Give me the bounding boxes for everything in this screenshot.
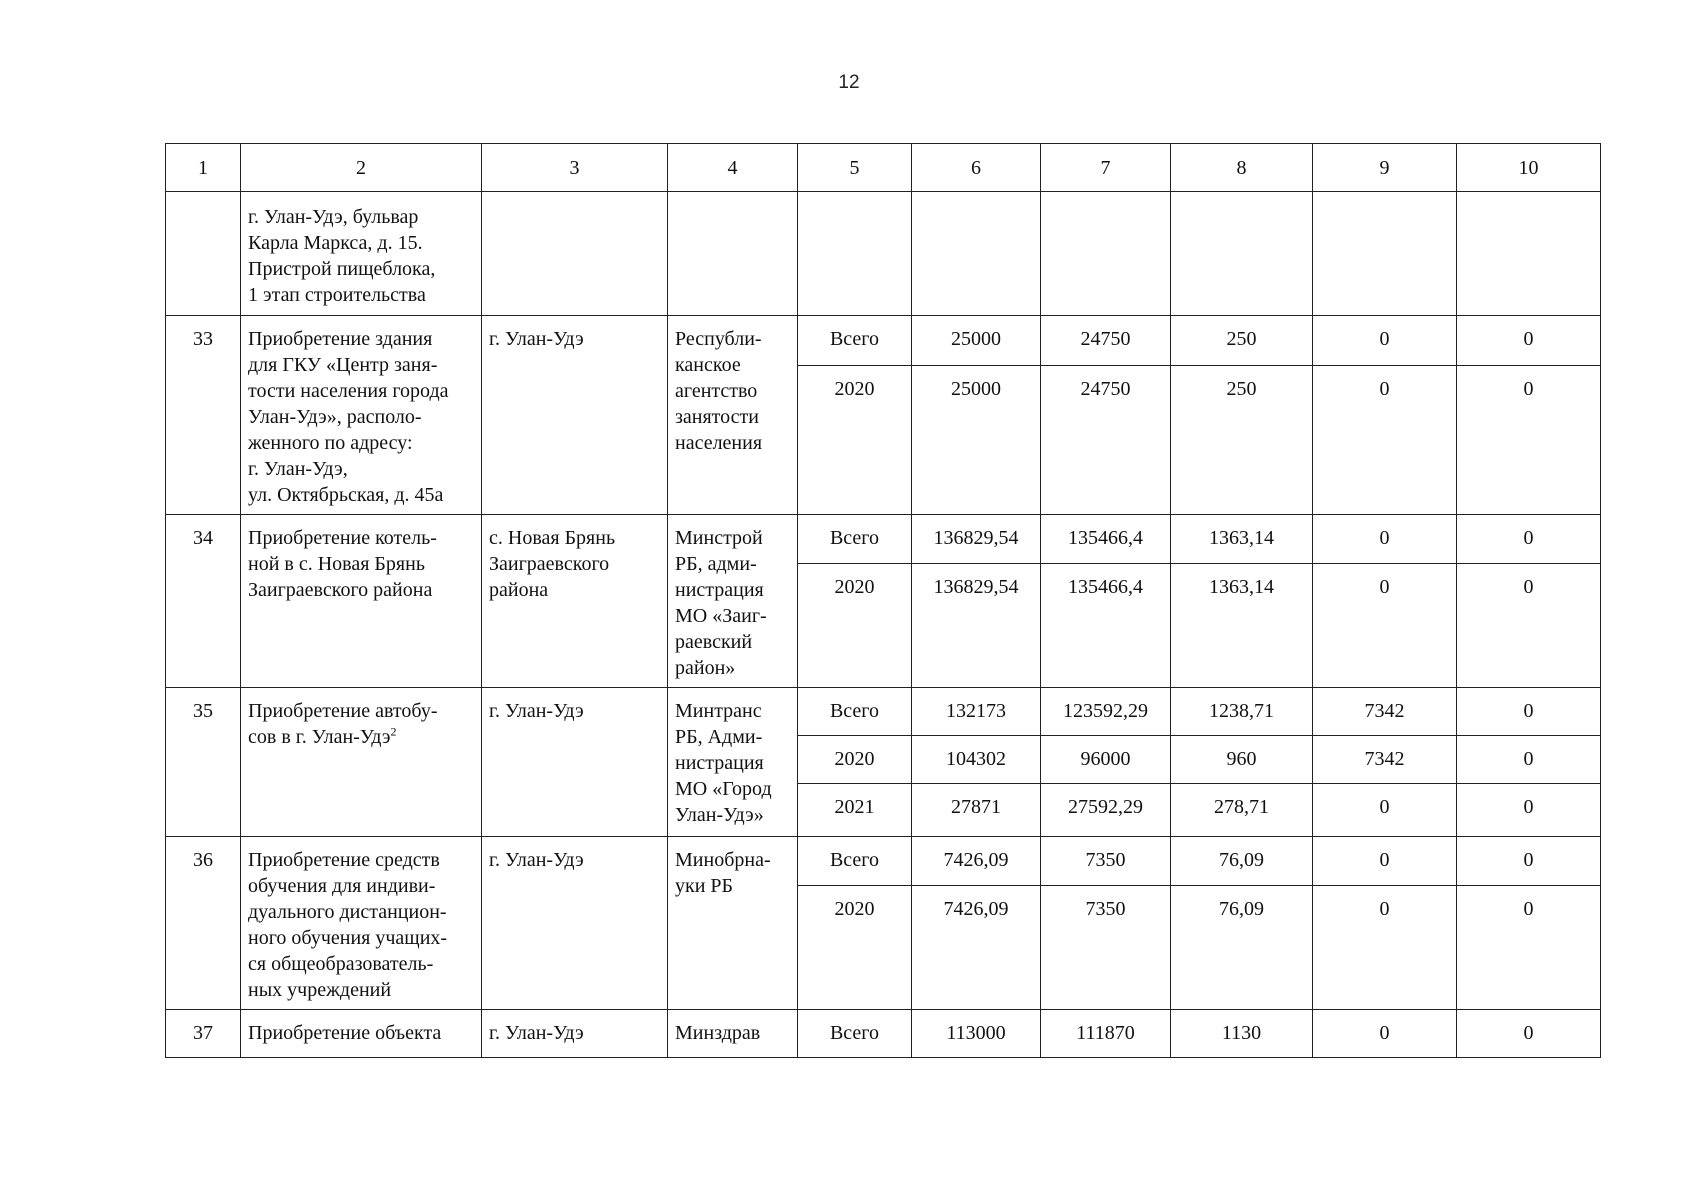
- text-line: [248, 378, 475, 404]
- header-cell: 6: [912, 144, 1041, 192]
- text-line-text: Приобретение здания: [248, 328, 433, 350]
- value-cell: 113000: [912, 1010, 1041, 1058]
- value-cell: 1130: [1171, 1010, 1313, 1058]
- text-line: г. Улан-Удэ, бульвар: [248, 206, 419, 228]
- value-cell: 136829,54: [912, 564, 1041, 688]
- table-row: [166, 1010, 1601, 1058]
- text-line: Заиграевского: [489, 553, 610, 575]
- value-cell: 0: [1313, 564, 1457, 688]
- value-cell: 7426,09: [912, 837, 1041, 886]
- text-line: [248, 873, 475, 899]
- period-cell: Всего: [798, 688, 912, 736]
- period-cell: 2020: [798, 366, 912, 515]
- text-line-text: ул. Октябрьская, д. 45а: [248, 484, 444, 506]
- value-cell: 0: [1457, 366, 1601, 515]
- text-line: Карла Маркса, д. 15.: [248, 232, 423, 254]
- text-line-text: Приобретение котель-: [248, 527, 437, 549]
- text-line: МО «Заиг-: [675, 605, 767, 627]
- value-cell: 0: [1457, 784, 1601, 837]
- text-line-text: г. Улан-Удэ,: [248, 458, 348, 480]
- customer-cell: [668, 837, 798, 1010]
- text-line: канское: [675, 354, 741, 376]
- text-line: [248, 430, 475, 456]
- value-cell: 1363,14: [1171, 564, 1313, 688]
- value-cell: 76,09: [1171, 837, 1313, 886]
- text-line: [248, 456, 475, 482]
- value-cell: 0: [1313, 366, 1457, 515]
- text-line: Минстрой: [675, 527, 763, 549]
- value-cell: 0: [1313, 886, 1457, 1010]
- header-cell: 5: [798, 144, 912, 192]
- value-cell: 135466,4: [1041, 564, 1171, 688]
- text-line-text: женного по адресу:: [248, 432, 413, 454]
- value-cell: 960: [1171, 736, 1313, 784]
- value-cell: 25000: [912, 316, 1041, 366]
- text-line-text: сов в г. Улан-Удэ: [248, 726, 391, 748]
- text-line-text: ных учреждений: [248, 979, 392, 1001]
- customer-cell: [668, 316, 798, 515]
- continuation-row: [166, 192, 1601, 316]
- text-line-text: для ГКУ «Центр заня-: [248, 354, 438, 376]
- value-cell: 25000: [912, 366, 1041, 515]
- value-cell: [1313, 192, 1457, 316]
- value-cell: 1238,71: [1171, 688, 1313, 736]
- text-line-text: Приобретение объекта: [248, 1022, 442, 1044]
- object-name-cell: [241, 192, 482, 316]
- text-line: раевский: [675, 631, 753, 653]
- period-cell: 2020: [798, 736, 912, 784]
- table-row: [166, 837, 1601, 886]
- text-line-text: ся общеобразователь-: [248, 953, 434, 975]
- value-cell: 136829,54: [912, 515, 1041, 564]
- value-cell: [912, 192, 1041, 316]
- value-cell: 27871: [912, 784, 1041, 837]
- header-cell: 3: [482, 144, 668, 192]
- header-cell: 4: [668, 144, 798, 192]
- text-line: г. Улан-Удэ: [489, 328, 584, 350]
- object-name-cell: [241, 1010, 482, 1058]
- value-cell: 132173: [912, 688, 1041, 736]
- row-number-cell: 37: [166, 1010, 241, 1058]
- location-cell: [482, 192, 668, 316]
- value-cell: 96000: [1041, 736, 1171, 784]
- text-line: г. Улан-Удэ: [489, 1022, 584, 1044]
- period-cell: Всего: [798, 515, 912, 564]
- location-cell: [482, 688, 668, 837]
- value-cell: 24750: [1041, 316, 1171, 366]
- text-line: с. Новая Брянь: [489, 527, 616, 549]
- value-cell: 104302: [912, 736, 1041, 784]
- location-cell: [482, 515, 668, 688]
- text-line-text: ного обучения учащих-: [248, 927, 448, 949]
- header-cell: 7: [1041, 144, 1171, 192]
- text-line: Республи-: [675, 328, 762, 350]
- customer-cell: [668, 515, 798, 688]
- text-line: [248, 951, 475, 977]
- header-row: [166, 144, 1601, 192]
- value-cell: 7426,09: [912, 886, 1041, 1010]
- value-cell: 135466,4: [1041, 515, 1171, 564]
- header-cell: 1: [166, 144, 241, 192]
- text-line-text: Заиграевского района: [248, 579, 433, 601]
- text-line: [248, 977, 475, 1003]
- period-cell: 2020: [798, 564, 912, 688]
- header-cell: 10: [1457, 144, 1601, 192]
- value-cell: 0: [1313, 316, 1457, 366]
- header-cell: 9: [1313, 144, 1457, 192]
- value-cell: 0: [1313, 1010, 1457, 1058]
- value-cell: 0: [1457, 515, 1601, 564]
- text-line: нистрация: [675, 579, 764, 601]
- value-cell: 0: [1457, 886, 1601, 1010]
- text-line-text: Приобретение автобу-: [248, 700, 438, 722]
- customer-cell: [668, 192, 798, 316]
- value-cell: 0: [1457, 316, 1601, 366]
- text-line: нистрация: [675, 752, 764, 774]
- period-cell: Всего: [798, 837, 912, 886]
- location-cell: [482, 837, 668, 1010]
- text-line-text: тости населения города: [248, 380, 449, 402]
- text-line: Минтранс: [675, 700, 762, 722]
- value-cell: 0: [1457, 564, 1601, 688]
- value-cell: 27592,29: [1041, 784, 1171, 837]
- table-row: [166, 316, 1601, 366]
- value-cell: 7350: [1041, 837, 1171, 886]
- value-cell: 278,71: [1171, 784, 1313, 837]
- text-line-text: обучения для индиви-: [248, 875, 436, 897]
- row-number-cell: 33: [166, 316, 241, 515]
- value-cell: [1171, 192, 1313, 316]
- value-cell: 7342: [1313, 736, 1457, 784]
- value-cell: 0: [1313, 515, 1457, 564]
- text-line-text: Приобретение средств: [248, 849, 440, 871]
- text-line: уки РБ: [675, 875, 734, 897]
- text-line: РБ, адми-: [675, 553, 757, 575]
- text-line: [248, 404, 475, 430]
- value-cell: 250: [1171, 366, 1313, 515]
- footnote-marker: 2: [390, 724, 397, 739]
- text-line: [248, 899, 475, 925]
- value-cell: 0: [1457, 736, 1601, 784]
- value-cell: 250: [1171, 316, 1313, 366]
- text-line: [248, 352, 475, 378]
- value-cell: 0: [1313, 784, 1457, 837]
- row-number-cell: 35: [166, 688, 241, 837]
- value-cell: 123592,29: [1041, 688, 1171, 736]
- investment-table: [165, 143, 1601, 1058]
- text-line: район»: [675, 657, 736, 679]
- text-line: занятости: [675, 406, 759, 428]
- value-cell: 7350: [1041, 886, 1171, 1010]
- object-name-cell: [241, 515, 482, 688]
- customer-cell: [668, 688, 798, 837]
- value-cell: [1041, 192, 1171, 316]
- header-cell: 2: [241, 144, 482, 192]
- text-line: Минобрна-: [675, 849, 771, 871]
- text-line: 1 этап строительства: [248, 284, 426, 306]
- value-cell: 0: [1313, 837, 1457, 886]
- object-name-cell: [241, 688, 482, 837]
- text-line-text: ной в с. Новая Брянь: [248, 553, 425, 575]
- text-line: Минздрав: [675, 1022, 761, 1044]
- customer-cell: [668, 1010, 798, 1058]
- location-cell: [482, 316, 668, 515]
- period-cell: 2021: [798, 784, 912, 837]
- value-cell: 0: [1457, 1010, 1601, 1058]
- value-cell: 0: [1457, 688, 1601, 736]
- text-line: [248, 577, 475, 603]
- text-line: агентство: [675, 380, 758, 402]
- text-line: г. Улан-Удэ: [489, 700, 584, 722]
- period-cell: Всего: [798, 1010, 912, 1058]
- text-line: [248, 482, 475, 508]
- period-cell: 2020: [798, 886, 912, 1010]
- text-line: [248, 326, 475, 352]
- text-line: Улан-Удэ»: [675, 804, 764, 826]
- value-cell: 76,09: [1171, 886, 1313, 1010]
- text-line: [248, 925, 475, 951]
- text-line: [248, 847, 475, 873]
- text-line: населения: [675, 432, 763, 454]
- table-row: [166, 515, 1601, 564]
- text-line: [248, 525, 475, 551]
- header-cell: 8: [1171, 144, 1313, 192]
- text-line: г. Улан-Удэ: [489, 849, 584, 871]
- text-line: Пристрой пищеблока,: [248, 258, 436, 280]
- text-line: [248, 724, 475, 750]
- object-name-cell: [241, 837, 482, 1010]
- table-row: [166, 688, 1601, 736]
- period-cell: [798, 192, 912, 316]
- row-number-cell: 34: [166, 515, 241, 688]
- text-line: МО «Город: [675, 778, 772, 800]
- value-cell: 0: [1457, 837, 1601, 886]
- location-cell: [482, 1010, 668, 1058]
- text-line-text: дуального дистанцион-: [248, 901, 447, 923]
- text-line: [248, 551, 475, 577]
- value-cell: 1363,14: [1171, 515, 1313, 564]
- row-number-cell: [166, 192, 241, 316]
- value-cell: 111870: [1041, 1010, 1171, 1058]
- value-cell: 24750: [1041, 366, 1171, 515]
- text-line: [248, 1020, 475, 1046]
- value-cell: 7342: [1313, 688, 1457, 736]
- text-line: района: [489, 579, 549, 601]
- value-cell: [1457, 192, 1601, 316]
- page-number: 12: [838, 72, 860, 93]
- text-line-text: Улан-Удэ», располо-: [248, 406, 422, 428]
- row-number-cell: 36: [166, 837, 241, 1010]
- text-line: [248, 698, 475, 724]
- object-name-cell: [241, 316, 482, 515]
- period-cell: Всего: [798, 316, 912, 366]
- text-line: РБ, Адми-: [675, 726, 763, 748]
